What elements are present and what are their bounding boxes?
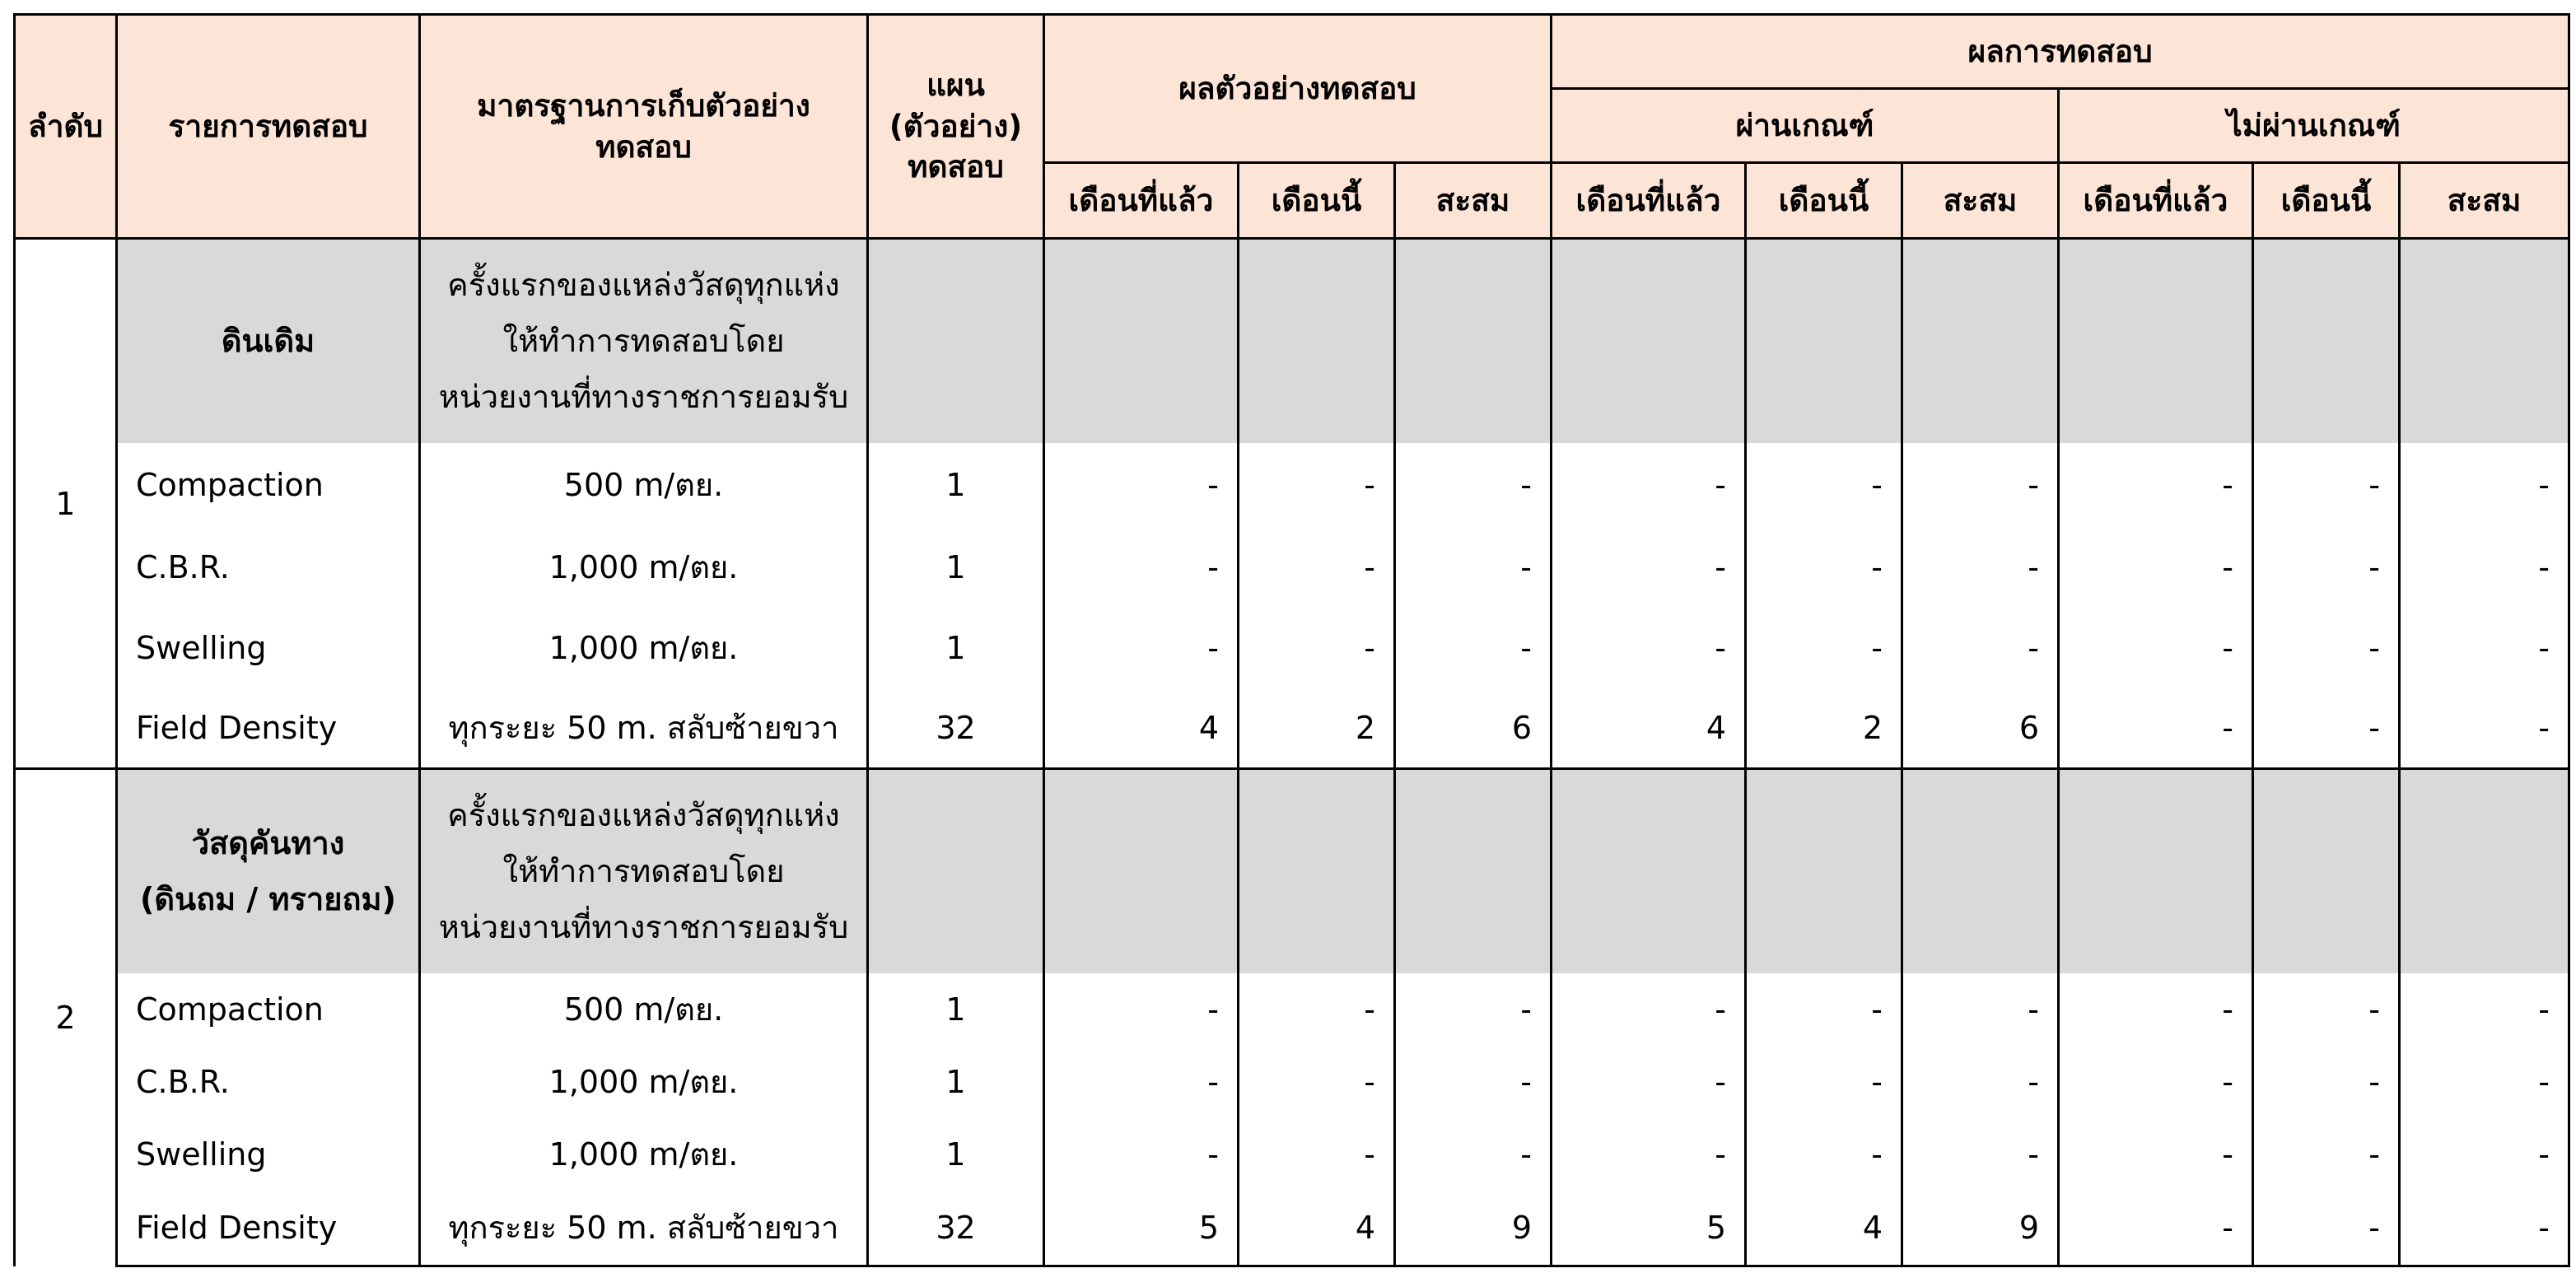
value-cell: - xyxy=(1746,608,1902,688)
value-cell: - xyxy=(2059,1118,2253,1191)
value-cell: - xyxy=(2059,608,2253,688)
value-cell: 9 xyxy=(1395,1191,1552,1266)
table-row xyxy=(15,527,2569,608)
value-cell: 4 xyxy=(1239,1191,1395,1266)
blank-cell xyxy=(1552,769,1746,973)
table-row xyxy=(15,973,2569,1046)
blank-cell xyxy=(1239,239,1395,443)
value-cell: 6 xyxy=(1395,688,1552,769)
value-cell: - xyxy=(2253,688,2400,769)
header-fail-this-month: เดือนนี้ xyxy=(2253,163,2400,239)
value-cell: - xyxy=(1239,973,1395,1046)
value-cell: - xyxy=(2400,443,2569,527)
value-cell: - xyxy=(1746,443,1902,527)
value-cell: - xyxy=(2059,1046,2253,1118)
header-no: ลำดับ xyxy=(15,15,117,239)
value-cell: - xyxy=(1044,1118,1239,1191)
header-pass-this-month: เดือนนี้ xyxy=(1746,163,1902,239)
blank-cell xyxy=(868,769,1044,973)
value-cell: - xyxy=(1044,608,1239,688)
test-item-name: C.B.R. xyxy=(117,527,420,608)
value-cell: - xyxy=(1552,608,1746,688)
group-standard-line1: ครั้งแรกของแหล่งวัสดุทุกแห่ง xyxy=(447,266,840,303)
value-cell: 2 xyxy=(1239,688,1395,769)
blank-cell xyxy=(2059,239,2253,443)
value-cell: - xyxy=(2253,1046,2400,1118)
value-cell: - xyxy=(1902,443,2059,527)
table-row xyxy=(15,608,2569,688)
value-cell: - xyxy=(1044,443,1239,527)
blank-cell xyxy=(2253,239,2400,443)
value-cell: - xyxy=(1395,1046,1552,1118)
blank-cell xyxy=(1746,239,1902,443)
header-standard-line1: มาตรฐานการเก็บตัวอย่าง xyxy=(477,87,810,124)
group-title-line2: (ดินถม / ทรายถม) xyxy=(140,881,396,918)
value-cell: - xyxy=(1395,973,1552,1046)
value-cell: - xyxy=(1746,527,1902,608)
value-cell: - xyxy=(2400,1191,2569,1266)
test-standard: 500 m/ตย. xyxy=(420,973,868,1046)
test-results-table xyxy=(13,13,2570,1267)
header-sample-cumulative: สะสม xyxy=(1395,163,1552,239)
value-cell: 6 xyxy=(1902,688,2059,769)
group-standard xyxy=(420,239,868,443)
value-cell: - xyxy=(1552,973,1746,1046)
value-cell: - xyxy=(2253,608,2400,688)
test-item-name: Field Density xyxy=(117,1191,420,1266)
table-row xyxy=(15,688,2569,769)
header-fail: ไม่ผ่านเกณฑ์ xyxy=(2059,89,2569,163)
group-standard-line3: หน่วยงานที่ทางราชการยอมรับ xyxy=(438,909,849,946)
blank-cell xyxy=(1395,769,1552,973)
blank-cell xyxy=(1902,239,2059,443)
value-cell: - xyxy=(2059,527,2253,608)
group-title xyxy=(117,239,420,443)
header-plan-line1: แผน xyxy=(926,67,985,103)
header-sample-this-month: เดือนนี้ xyxy=(1239,163,1395,239)
table-row xyxy=(15,443,2569,527)
value-cell: - xyxy=(2253,1191,2400,1266)
value-cell: - xyxy=(1552,1046,1746,1118)
header-plan xyxy=(868,15,1044,239)
value-cell: - xyxy=(2253,443,2400,527)
test-plan: 1 xyxy=(868,443,1044,527)
header-plan-line3: ทดสอบ xyxy=(908,149,1004,185)
value-cell: - xyxy=(2253,1118,2400,1191)
value-cell: - xyxy=(2059,443,2253,527)
table-row xyxy=(15,1046,2569,1118)
value-cell: - xyxy=(2400,527,2569,608)
blank-cell xyxy=(1044,769,1239,973)
value-cell: 4 xyxy=(1044,688,1239,769)
value-cell: - xyxy=(1902,1046,2059,1118)
value-cell: - xyxy=(1902,608,2059,688)
value-cell: - xyxy=(1395,527,1552,608)
blank-cell xyxy=(1239,769,1395,973)
test-item-name: Compaction xyxy=(117,443,420,527)
value-cell: - xyxy=(1552,1118,1746,1191)
test-item-name: Compaction xyxy=(117,973,420,1046)
blank-cell xyxy=(1746,769,1902,973)
blank-cell xyxy=(2253,769,2400,973)
value-cell: - xyxy=(2059,973,2253,1046)
blank-cell xyxy=(1044,239,1239,443)
value-cell: - xyxy=(2400,1046,2569,1118)
blank-cell xyxy=(2400,239,2569,443)
value-cell: 5 xyxy=(1044,1191,1239,1266)
value-cell: - xyxy=(1044,973,1239,1046)
test-standard: 1,000 m/ตย. xyxy=(420,608,868,688)
test-standard: ทุกระยะ 50 m. สลับซ้ายขวา xyxy=(420,688,868,769)
test-item-name: C.B.R. xyxy=(117,1046,420,1118)
header-standard-line2: ทดสอบ xyxy=(595,128,692,165)
value-cell: - xyxy=(1746,973,1902,1046)
test-plan: 1 xyxy=(868,973,1044,1046)
value-cell: - xyxy=(1552,527,1746,608)
value-cell: - xyxy=(1395,443,1552,527)
test-item-name: Swelling xyxy=(117,1118,420,1191)
value-cell: - xyxy=(2400,1118,2569,1191)
test-standard: 500 m/ตย. xyxy=(420,443,868,527)
value-cell: - xyxy=(1239,443,1395,527)
test-plan: 1 xyxy=(868,608,1044,688)
value-cell: - xyxy=(1746,1046,1902,1118)
value-cell: - xyxy=(1902,973,2059,1046)
test-standard: ทุกระยะ 50 m. สลับซ้ายขวา xyxy=(420,1191,868,1266)
value-cell: - xyxy=(1395,1118,1552,1191)
group-title-line1: วัสดุคันทาง xyxy=(191,824,345,861)
value-cell: - xyxy=(1239,1046,1395,1118)
blank-cell xyxy=(868,239,1044,443)
test-plan: 1 xyxy=(868,527,1044,608)
group-standard xyxy=(420,769,868,973)
value-cell: - xyxy=(1902,1118,2059,1191)
value-cell: - xyxy=(2400,688,2569,769)
value-cell: - xyxy=(1044,527,1239,608)
value-cell: 2 xyxy=(1746,688,1902,769)
value-cell: - xyxy=(2059,1191,2253,1266)
group-number: 1 xyxy=(15,239,117,769)
value-cell: 9 xyxy=(1902,1191,2059,1266)
group-standard-line2: ให้ทำการทดสอบโดย xyxy=(502,323,785,360)
blank-cell xyxy=(2400,769,2569,973)
header-pass-cumulative: สะสม xyxy=(1902,163,2059,239)
test-plan: 32 xyxy=(868,688,1044,769)
value-cell: - xyxy=(1239,1118,1395,1191)
header-standard xyxy=(420,15,868,239)
value-cell: 5 xyxy=(1552,1191,1746,1266)
header-fail-cumulative: สะสม xyxy=(2400,163,2569,239)
value-cell: - xyxy=(1746,1118,1902,1191)
value-cell: - xyxy=(1395,608,1552,688)
value-cell: 4 xyxy=(1552,688,1746,769)
group-title-line1: ดินเดิม xyxy=(221,323,315,360)
value-cell: - xyxy=(2253,527,2400,608)
value-cell: - xyxy=(1552,443,1746,527)
header-item: รายการทดสอบ xyxy=(117,15,420,239)
header-sample-results: ผลตัวอย่างทดสอบ xyxy=(1044,15,1552,163)
test-plan: 1 xyxy=(868,1046,1044,1118)
group-number: 2 xyxy=(15,769,117,1266)
test-plan: 32 xyxy=(868,1191,1044,1266)
table-row xyxy=(15,1191,2569,1266)
header-fail-prev-month: เดือนที่แล้ว xyxy=(2059,163,2253,239)
group-standard-line1: ครั้งแรกของแหล่งวัสดุทุกแห่ง xyxy=(447,796,840,833)
blank-cell xyxy=(1552,239,1746,443)
group-standard-line3: หน่วยงานที่ทางราชการยอมรับ xyxy=(438,379,849,416)
header-sample-prev-month: เดือนที่แล้ว xyxy=(1044,163,1239,239)
header-pass: ผ่านเกณฑ์ xyxy=(1552,89,2059,163)
header-test-results: ผลการทดสอบ xyxy=(1552,15,2569,89)
value-cell: - xyxy=(2400,608,2569,688)
blank-cell xyxy=(1395,239,1552,443)
value-cell: - xyxy=(1239,527,1395,608)
value-cell: - xyxy=(1044,1046,1239,1118)
test-standard: 1,000 m/ตย. xyxy=(420,1118,868,1191)
test-plan: 1 xyxy=(868,1118,1044,1191)
table-row xyxy=(15,1118,2569,1191)
header-plan-line2: (ตัวอย่าง) xyxy=(889,108,1023,144)
blank-cell xyxy=(2059,769,2253,973)
group-title xyxy=(117,769,420,973)
value-cell: - xyxy=(2400,973,2569,1046)
blank-cell xyxy=(1902,769,2059,973)
value-cell: - xyxy=(1902,527,2059,608)
value-cell: - xyxy=(2253,973,2400,1046)
group-standard-line2: ให้ทำการทดสอบโดย xyxy=(502,853,785,890)
test-standard: 1,000 m/ตย. xyxy=(420,527,868,608)
test-standard: 1,000 m/ตย. xyxy=(420,1046,868,1118)
value-cell: - xyxy=(1239,608,1395,688)
value-cell: 4 xyxy=(1746,1191,1902,1266)
test-item-name: Field Density xyxy=(117,688,420,769)
value-cell: - xyxy=(2059,688,2253,769)
test-item-name: Swelling xyxy=(117,608,420,688)
header-pass-prev-month: เดือนที่แล้ว xyxy=(1552,163,1746,239)
